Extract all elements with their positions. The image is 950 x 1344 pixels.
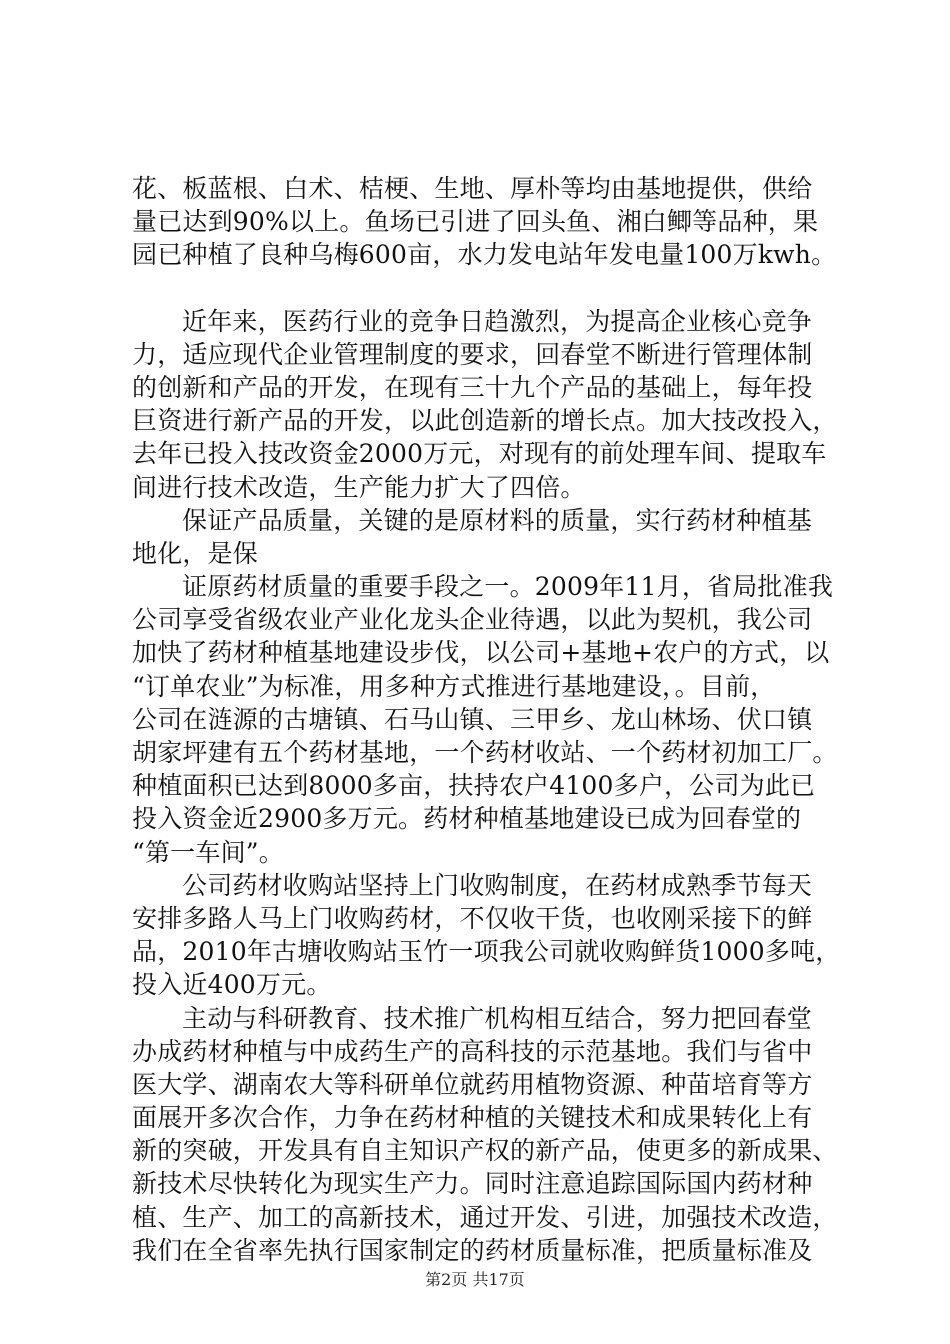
text-line: 主动与科研教育、技术推广机构相互结合，努力把回春堂 [182,1003,813,1033]
text-line: 近年来，医药行业的竞争日趋激烈，为提高企业核心竞争 [182,306,813,336]
paragraph [132,305,838,504]
text-line: 花、板蓝根、白术、桔梗、生地、厚朴等均由基地提供，供给 [132,174,813,203]
text-line: 医大学、湖南农大等科研单位就药用植物资源、种苗培育等方 [132,1069,813,1099]
text-line: 胡家坪建有五个药材基地，一个药材收站、一个药材初加工厂。 [132,738,838,767]
text-line: 保证产品质量，关键的是原材料的质量，实行药材种植基 [182,505,813,535]
text-line: 面展开多次合作，力争在药材种植的关键技术和成果转化上有 [132,1103,813,1133]
text-line: 公司在涟源的古塘镇、石马山镇、三甲乡、龙山林场、伏口镇 [132,704,813,734]
document-body [132,172,841,1267]
text-line: 巨资进行新产品的开发，以此创造新的增长点。加大技改投入， [132,406,838,436]
text-line: 加快了药材种植基地建设步伐，以公司+基地+农户的方式，以 [132,638,830,668]
text-line: 地化，是保 [132,538,259,568]
text-line: 安排多路人马上门收购药材，不仅收干货，也收刚采接下的鲜 [132,903,813,933]
text-line: 去年已投入技改资金2000万元，对现有的前处理车间、提取车 [132,439,827,469]
text-line: 园已种植了良种乌梅600亩，水力发电站年发电量100万kwh。 [132,240,837,270]
text-line: 投入资金近2900多万元。药材种植基地建设已成为回春堂的 [132,804,802,834]
paragraph [132,172,837,272]
text-line: 新技术尽快转化为现实生产力。同时注意追踪国际国内药材种 [132,1169,813,1199]
text-line: 力，适应现代企业管理制度的要求，回春堂不断进行管理体制 [132,339,813,369]
text-line: 办成药材种植与中成药生产的高科技的示范基地。我们与省中 [132,1036,813,1066]
text-line: 公司享受省级农业产业化龙头企业待遇，以此为契机，我公司 [132,605,813,635]
paragraph [132,504,834,570]
text-line: 的创新和产品的开发，在现有三十九个产品的基础上，每年投 [132,372,813,402]
paragraph [132,570,838,869]
paragraph [132,869,841,1002]
text-line: 投入近400万元。 [132,970,332,1000]
text-line: 证原药材质量的重要手段之一。2009年11月，省局批准我 [182,572,834,602]
paragraph [132,1002,838,1268]
text-line: 我们在全省率先执行国家制定的药材质量标准，把质量标准及 [132,1235,813,1265]
text-line: 公司药材收购站坚持上门收购制度，在药材成熟季节每天 [182,870,813,900]
text-line: 植、生产、加工的高新技术，通过开发、引进，加强技术改造， [132,1202,838,1232]
text-line: 新的突破，开发具有自主知识产权的新产品，使更多的新成果、 [132,1136,838,1166]
paragraph-spacer [132,272,834,305]
text-line: “订单农业”为标准，用多种方式推进行基地建设，。目前， [132,671,776,701]
text-line: 量已达到90%以上。鱼场已引进了回头鱼、湘白鲫等品种，果 [132,207,819,237]
text-line: “第一车间”。 [132,837,284,867]
text-line: 间进行技术改造，生产能力扩大了四倍。 [132,472,586,502]
text-line: 品，2010年古塘收购站玉竹一项我公司就收购鲜货1000多吨， [132,937,841,967]
text-line: 种植面积已达到8000多亩，扶持农户4100多户，公司为此已 [132,771,816,801]
page-number-footer: 第2页 共17页 [425,1270,525,1289]
